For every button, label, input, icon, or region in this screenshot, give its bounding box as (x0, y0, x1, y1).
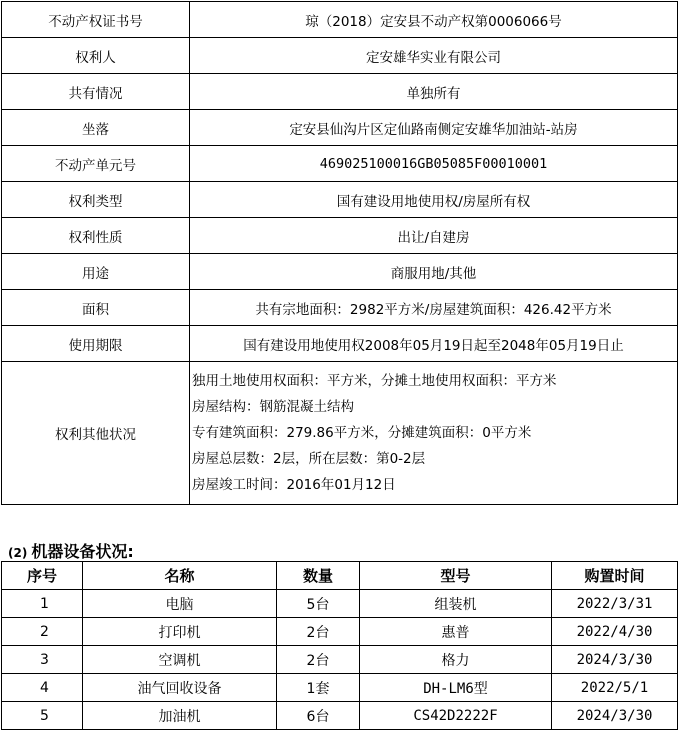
table-row (2, 646, 678, 674)
table-row (2, 38, 678, 74)
field-value: 出让/自建房 (190, 218, 678, 254)
table-row (2, 146, 678, 182)
cell-qty: 2台 (277, 646, 360, 674)
table-row (2, 590, 678, 618)
field-value: 国有建设用地使用权2008年05月19日起至2048年05月19日止 (190, 326, 678, 362)
cell-model: 惠普 (360, 618, 552, 646)
field-value: 琼（2018）定安县不动产权第0006066号 (190, 2, 678, 38)
field-label: 不动产单元号 (2, 146, 190, 182)
cell-name: 空调机 (83, 646, 277, 674)
other-status-line: 独用土地使用权面积：平方米，分摊土地使用权面积：平方米 (192, 373, 557, 389)
field-value: 共有宗地面积：2982平方米/房屋建筑面积：426.42平方米 (190, 290, 678, 326)
other-status-line: 房屋总层数：2层，所在层数：第0-2层 (192, 451, 426, 467)
field-value: 定安雄华实业有限公司 (190, 38, 678, 74)
cell-model: 组装机 (360, 590, 552, 618)
column-header-no: 序号 (2, 562, 83, 590)
table-row (2, 218, 678, 254)
field-label: 权利其他状况 (2, 362, 190, 505)
field-label: 共有情况 (2, 74, 190, 110)
cell-no: 2 (2, 618, 83, 646)
cell-date: 2024/3/30 (552, 702, 678, 730)
other-status-line: 房屋竣工时间：2016年01月12日 (192, 477, 396, 493)
equipment-table (1, 561, 678, 730)
cell-date: 2022/3/31 (552, 590, 678, 618)
table-row (2, 674, 678, 702)
cell-qty: 2台 (277, 618, 360, 646)
cell-qty: 5台 (277, 590, 360, 618)
other-status-line: 房屋结构：钢筋混凝土结构 (192, 399, 354, 415)
table-row (2, 618, 678, 646)
table-row (2, 74, 678, 110)
section-title: 机器设备状况: (31, 542, 134, 561)
cell-name: 油气回收设备 (83, 674, 277, 702)
table-row (2, 2, 678, 38)
cell-name: 电脑 (83, 590, 277, 618)
cell-no: 5 (2, 702, 83, 730)
cell-date: 2022/5/1 (552, 674, 678, 702)
field-label: 不动产权证书号 (2, 2, 190, 38)
cell-no: 3 (2, 646, 83, 674)
table-row (2, 254, 678, 290)
section-number: (2) (8, 546, 28, 560)
other-status-cell (190, 362, 678, 505)
field-label: 权利性质 (2, 218, 190, 254)
cell-no: 4 (2, 674, 83, 702)
field-label: 坐落 (2, 110, 190, 146)
column-header-model: 型号 (360, 562, 552, 590)
table-row (2, 290, 678, 326)
property-certificate-table (1, 1, 678, 505)
equipment-section-heading (8, 539, 134, 562)
table-row (2, 182, 678, 218)
field-value: 定安县仙沟片区定仙路南侧定安雄华加油站-站房 (190, 110, 678, 146)
cell-model: DH-LM6型 (360, 674, 552, 702)
cell-no: 1 (2, 590, 83, 618)
field-label: 使用期限 (2, 326, 190, 362)
table-header-row (2, 562, 678, 590)
cell-date: 2022/4/30 (552, 618, 678, 646)
field-value: 商服用地/其他 (190, 254, 678, 290)
field-label: 权利人 (2, 38, 190, 74)
column-header-date: 购置时间 (552, 562, 678, 590)
cell-date: 2024/3/30 (552, 646, 678, 674)
cell-name: 打印机 (83, 618, 277, 646)
cell-model: 格力 (360, 646, 552, 674)
column-header-qty: 数量 (277, 562, 360, 590)
cell-qty: 6台 (277, 702, 360, 730)
table-row (2, 702, 678, 730)
field-label: 面积 (2, 290, 190, 326)
cell-name: 加油机 (83, 702, 277, 730)
other-status-line: 专有建筑面积：279.86平方米，分摊建筑面积：0平方米 (192, 425, 532, 441)
field-label: 用途 (2, 254, 190, 290)
field-value: 469025100016GB05085F00010001 (190, 146, 678, 182)
field-value: 单独所有 (190, 74, 678, 110)
cell-model: CS42D2222F (360, 702, 552, 730)
column-header-name: 名称 (83, 562, 277, 590)
table-row (2, 110, 678, 146)
table-row (2, 362, 678, 505)
cell-qty: 1套 (277, 674, 360, 702)
table-row (2, 326, 678, 362)
field-value: 国有建设用地使用权/房屋所有权 (190, 182, 678, 218)
field-label: 权利类型 (2, 182, 190, 218)
